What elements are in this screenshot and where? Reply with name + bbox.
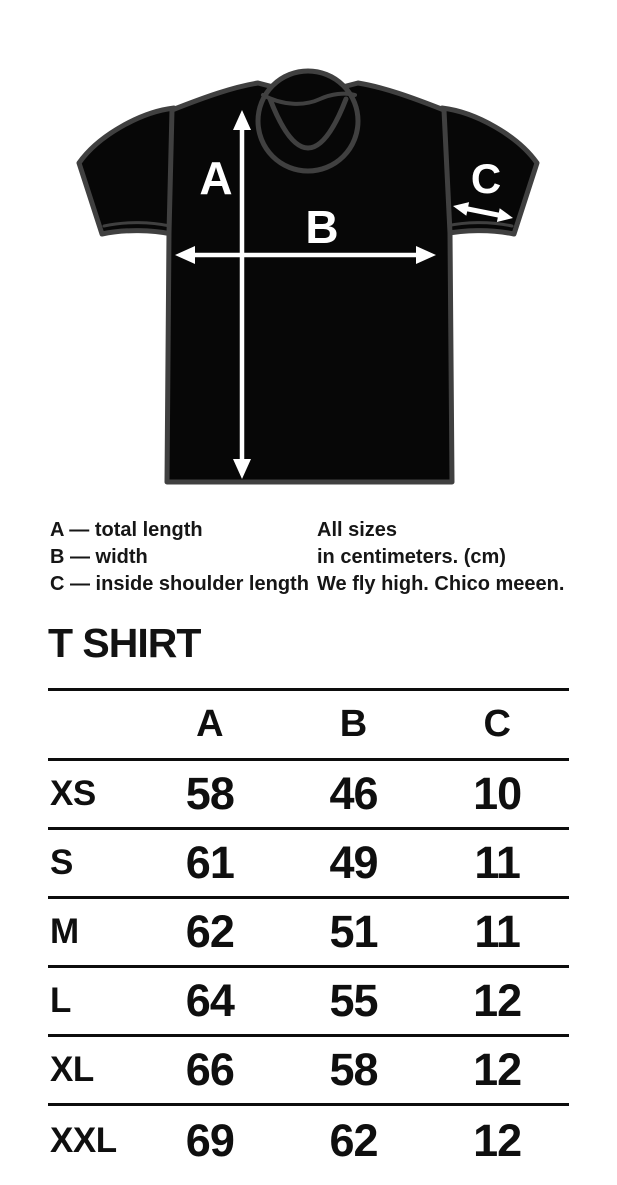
legend-line-b: B — width [50,546,148,568]
value-a: 69 [185,1115,234,1166]
value-c: 11 [474,906,520,957]
size-label: L [50,981,71,1020]
left-sleeve-shape [79,108,174,234]
table-row-xs [48,758,569,827]
size-label: XL [50,1050,94,1089]
header-col-c: C [483,703,511,745]
value-b: 51 [329,906,378,957]
value-c: 12 [473,1115,522,1166]
diagram-label-c: C [470,155,502,202]
size-table [48,688,569,1176]
value-b: 58 [329,1044,378,1095]
size-label: M [50,912,79,951]
value-b: 62 [329,1115,378,1166]
table-row-l [48,965,569,1034]
note-tagline: We fly high. Chico meeen. [317,573,565,595]
header-col-a: A [196,703,224,745]
legend-line-c: C — inside shoulder length [50,573,309,595]
legend-line-a: A — total length [50,519,203,541]
note-units: in centimeters. (cm) [317,546,506,568]
table-row-s [48,827,569,896]
size-label: S [50,843,73,882]
value-c: 12 [473,1044,522,1095]
table-row-xl [48,1034,569,1103]
value-a: 58 [185,768,234,819]
legend-measurements [50,517,309,598]
value-a: 66 [185,1044,234,1095]
value-b: 46 [329,768,378,819]
collar-outer-ring [258,71,358,171]
tshirt-diagram [0,0,617,520]
table-row-m [48,896,569,965]
value-b: 55 [329,975,378,1026]
value-c: 10 [473,768,522,819]
table-header-row [48,688,569,758]
value-a: 64 [185,975,234,1026]
size-label: XS [50,774,96,813]
page-title: T SHIRT [48,620,201,666]
value-c: 11 [474,837,520,888]
value-a: 61 [185,837,234,888]
legend-notes [317,517,564,598]
diagram-label-b: B [305,201,339,253]
diagram-label-a: A [199,152,233,204]
value-b: 49 [329,837,378,888]
value-c: 12 [473,975,522,1026]
header-col-b: B [339,703,368,745]
value-a: 62 [185,906,234,957]
note-all-sizes: All sizes [317,519,398,541]
table-row-xxl [48,1103,569,1176]
size-label: XXL [50,1121,117,1160]
